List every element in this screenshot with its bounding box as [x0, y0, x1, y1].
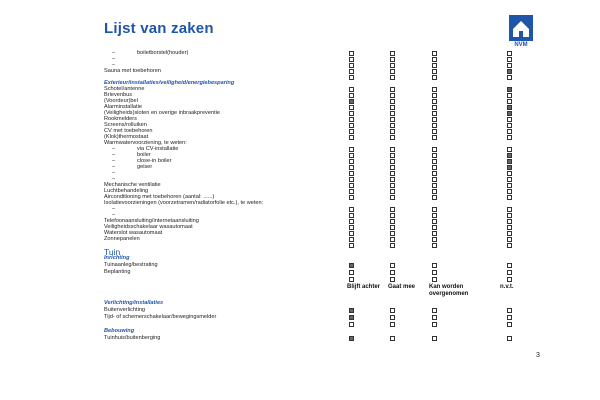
dash-marker: –	[112, 206, 116, 212]
column-header-kan-worden-overgenomen: Kan worden overgenomen	[429, 284, 469, 297]
checklist-row-label: Tuinaanleg/bestrating	[104, 262, 158, 268]
checkbox-n-v-t[interactable]	[507, 322, 512, 327]
checklist-row-label: CV met toebehoren	[104, 128, 153, 134]
section-heading-label: Bebouwing	[104, 328, 135, 334]
page-title: Lijst van zaken	[104, 20, 214, 37]
checklist-row	[0, 275, 600, 283]
checkbox-blijft-achter[interactable]	[349, 322, 354, 327]
checkbox-blijft-achter[interactable]	[349, 277, 354, 282]
checklist-row	[0, 334, 600, 342]
section-title-tuin: Tuin	[104, 247, 121, 257]
checkbox-blijft-achter[interactable]	[349, 336, 354, 341]
checkbox-gaat-mee[interactable]	[390, 263, 395, 268]
checkbox-blijft-achter[interactable]	[349, 308, 354, 313]
checkbox-gaat-mee[interactable]	[390, 308, 395, 313]
dash-marker: –	[112, 152, 116, 158]
checkbox-kan-worden-overgenomen[interactable]	[432, 277, 437, 282]
checklist-row-label: Mechanische ventilatie	[104, 182, 161, 188]
checkbox-blijft-achter[interactable]	[349, 243, 354, 248]
checklist-row-label: Brievenbus	[104, 92, 132, 98]
logo-text: NVM	[514, 42, 528, 48]
checkbox-n-v-t[interactable]	[507, 277, 512, 282]
checkbox-n-v-t[interactable]	[507, 308, 512, 313]
section-heading-label: Inrichting	[104, 255, 130, 261]
dash-marker: –	[112, 56, 116, 62]
checkbox-blijft-achter[interactable]	[349, 315, 354, 320]
checklist-row-label: Buitenverlichting	[104, 307, 146, 313]
checklist-row-label: Warmwatervoorziening, te weten:	[104, 140, 187, 146]
dash-marker: –	[112, 158, 116, 164]
checklist-row-label: Tijd- of schemerschakelaar/bewegingsmelder	[104, 314, 217, 320]
page-number: 3	[536, 352, 540, 359]
checklist-row-label: Airconditioning met toebehoren (aantal: ......)	[104, 194, 215, 200]
checklist-row-label: Sauna met toebehoren	[104, 68, 161, 74]
dash-marker: –	[112, 212, 116, 218]
checklist-row-label: (Voordeur)bel	[104, 98, 138, 104]
checkbox-kan-worden-overgenomen[interactable]	[432, 308, 437, 313]
checkbox-gaat-mee[interactable]	[390, 315, 395, 320]
dash-marker: –	[112, 164, 116, 170]
dash-marker: –	[112, 176, 116, 182]
checkbox-blijft-achter[interactable]	[349, 270, 354, 275]
checkbox-blijft-achter[interactable]	[349, 263, 354, 268]
checkbox-gaat-mee[interactable]	[390, 336, 395, 341]
column-header-blijft-achter: Blijft achter	[347, 284, 381, 290]
checklist-row-label: Zonnepanelen	[104, 236, 140, 242]
checkbox-kan-worden-overgenomen[interactable]	[432, 243, 437, 248]
checklist-row-label: (Veiligheids)sloten en overige inbraakpreventie	[104, 110, 220, 116]
dash-marker: –	[112, 146, 116, 152]
checklist-row-label: Telefoonaansluiting/internetaansluiting	[104, 218, 199, 224]
checklist-row-label: (Klok)thermostaat	[104, 134, 149, 140]
checkbox-n-v-t[interactable]	[507, 243, 512, 248]
checkbox-gaat-mee[interactable]	[390, 322, 395, 327]
checklist-row-label: Screens/rolluiken	[104, 122, 147, 128]
checkbox-n-v-t[interactable]	[507, 270, 512, 275]
dash-marker: –	[112, 50, 116, 56]
checkbox-gaat-mee[interactable]	[390, 277, 395, 282]
checkbox-n-v-t[interactable]	[507, 263, 512, 268]
dash-marker: –	[112, 170, 116, 176]
checkbox-n-v-t[interactable]	[507, 336, 512, 341]
checklist-row-label: Tuinhuis/buitenberging	[104, 335, 161, 341]
column-header-gaat-mee: Gaat mee	[388, 284, 416, 290]
checkbox-kan-worden-overgenomen[interactable]	[432, 336, 437, 341]
checklist-row-label: geiser	[137, 164, 153, 170]
checkbox-gaat-mee[interactable]	[390, 270, 395, 275]
checklist-row-label: Schotel/antenne	[104, 86, 145, 92]
checkbox-kan-worden-overgenomen[interactable]	[432, 322, 437, 327]
checklist-row-label: boiler	[137, 152, 151, 158]
checklist-row-label: boiletborstel(houder)	[137, 50, 189, 56]
dash-marker: –	[112, 62, 116, 68]
checklist-row-label: Luchtbehandeling	[104, 188, 149, 194]
checklist-row-label: close-in boiler	[137, 158, 172, 164]
section-heading-label: Verlichting/installaties	[104, 300, 164, 306]
checklist-row-label: Rookmelders	[104, 116, 137, 122]
checkbox-kan-worden-overgenomen[interactable]	[432, 315, 437, 320]
checkbox-kan-worden-overgenomen[interactable]	[432, 263, 437, 268]
checklist-row-label: Beplanting	[104, 269, 131, 275]
checklist-row-label: Isolatievoorzieningen (voorzetramen/radiatorfolie etc.), te weten:	[104, 200, 264, 206]
checklist-row-label: Alarminstallatie	[104, 104, 142, 110]
checkbox-kan-worden-overgenomen[interactable]	[432, 270, 437, 275]
checkbox-gaat-mee[interactable]	[390, 243, 395, 248]
checklist-row-label: via CV-installatie	[137, 146, 179, 152]
checklist-row	[0, 241, 600, 249]
section-heading-label: Exterieur/installaties/veiligheid/energiebesparing	[104, 80, 235, 86]
checklist-row-label: Veiligheidsschakelaar wasautomaat	[104, 224, 193, 230]
column-header-nvt: n.v.t.	[500, 284, 514, 290]
checkbox-n-v-t[interactable]	[507, 315, 512, 320]
checklist-row-label: Waterslot wasautomaat	[104, 230, 163, 236]
